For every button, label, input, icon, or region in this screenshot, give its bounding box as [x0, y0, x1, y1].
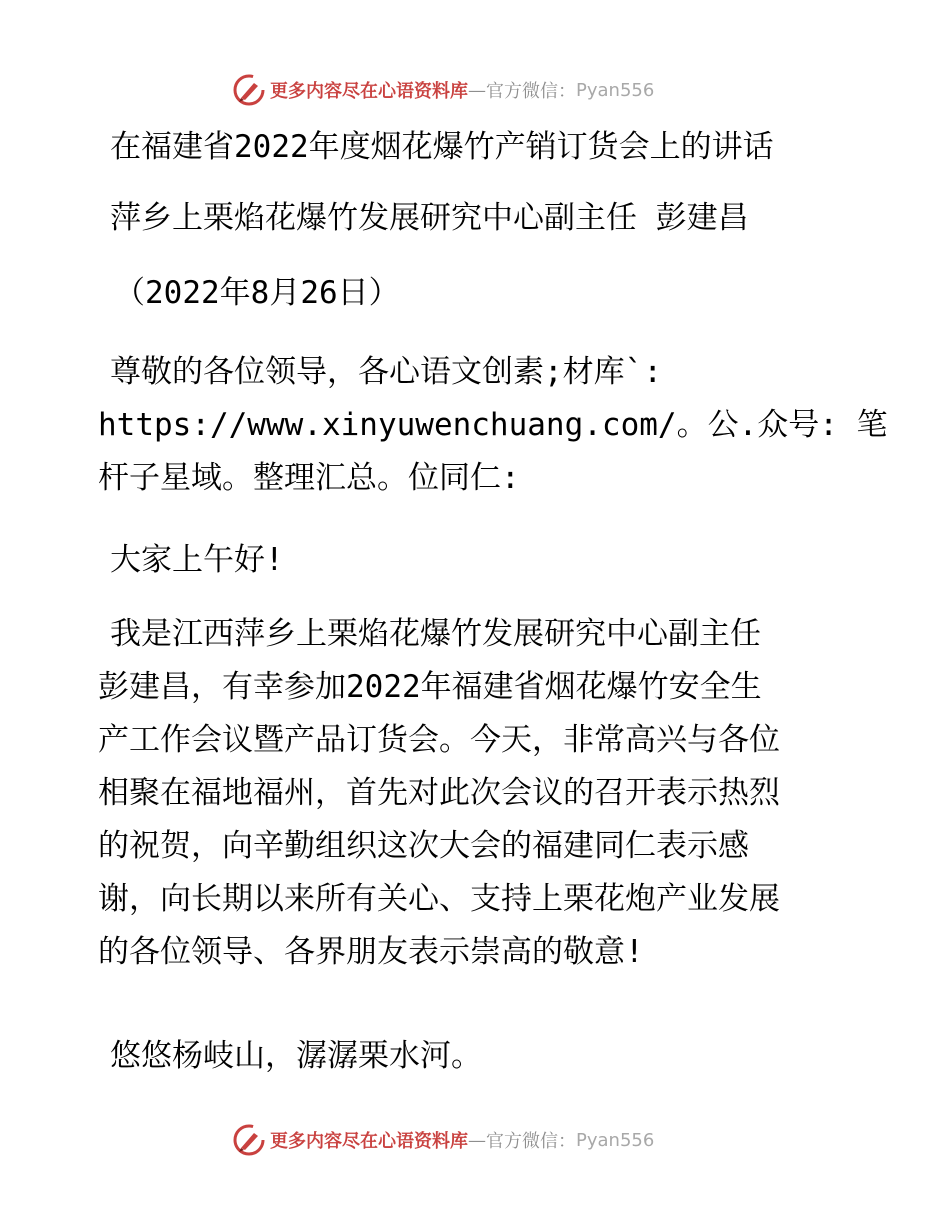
speech-date: （2022年8月26日）: [114, 275, 400, 311]
watermark-footer: [232, 1123, 654, 1157]
intro-paragraph: [98, 608, 780, 979]
pen-logo-icon: [232, 1123, 266, 1157]
intro-line: 谢，向长期以来所有关心、支持上栗花炮产业发展: [98, 881, 780, 917]
intro-line: 产工作会议暨产品订货会。今天，非常高兴与各位: [98, 722, 780, 758]
watermark-wechat-label: 官方微信：: [486, 81, 576, 102]
greeting-line: 杆子星域。整理汇总。位同仁:: [98, 460, 520, 496]
hello-paragraph: [110, 534, 284, 587]
greeting-line: https://www.xinyuwenchuang.com/。公.众号: 笔: [98, 407, 888, 443]
hello-line: 大家上午好!: [110, 542, 284, 578]
intro-line: 的祝贺，向辛勤组织这次大会的福建同仁表示感: [98, 828, 749, 864]
watermark-header: [232, 73, 654, 107]
watermark-dash: —: [468, 1129, 486, 1151]
speaker-line: 萍乡上栗焰花爆竹发展研究中心副主任 彭建昌: [110, 200, 749, 236]
pen-logo-icon: [232, 73, 266, 107]
verse-line: 悠悠杨岐山，潺潺栗水河。: [110, 1038, 482, 1074]
intro-line: 彭建昌，有幸参加2022年福建省烟花爆竹安全生: [98, 669, 762, 705]
watermark-dash: —: [468, 79, 486, 101]
greeting-paragraph: [98, 346, 888, 505]
watermark-site-name: 更多内容尽在心语资料库: [270, 81, 468, 102]
watermark-wechat-label: 官方微信：: [486, 1131, 576, 1152]
intro-line: 的各位领导、各界朋友表示崇高的敬意!: [98, 934, 644, 970]
verse-paragraph: [110, 1030, 482, 1083]
greeting-line: 尊敬的各位领导，各心语文创素;材库`:: [110, 354, 662, 390]
watermark-wechat-id: Pyan556: [576, 1129, 655, 1151]
document-title: 在福建省2022年度烟花爆竹产销订货会上的讲话: [110, 129, 774, 165]
intro-line: 我是江西萍乡上栗焰花爆竹发展研究中心副主任: [110, 616, 761, 652]
watermark-wechat-id: Pyan556: [576, 79, 655, 101]
watermark-site-name: 更多内容尽在心语资料库: [270, 1131, 468, 1152]
intro-line: 相聚在福地福州，首先对此次会议的召开表示热烈: [98, 775, 780, 811]
